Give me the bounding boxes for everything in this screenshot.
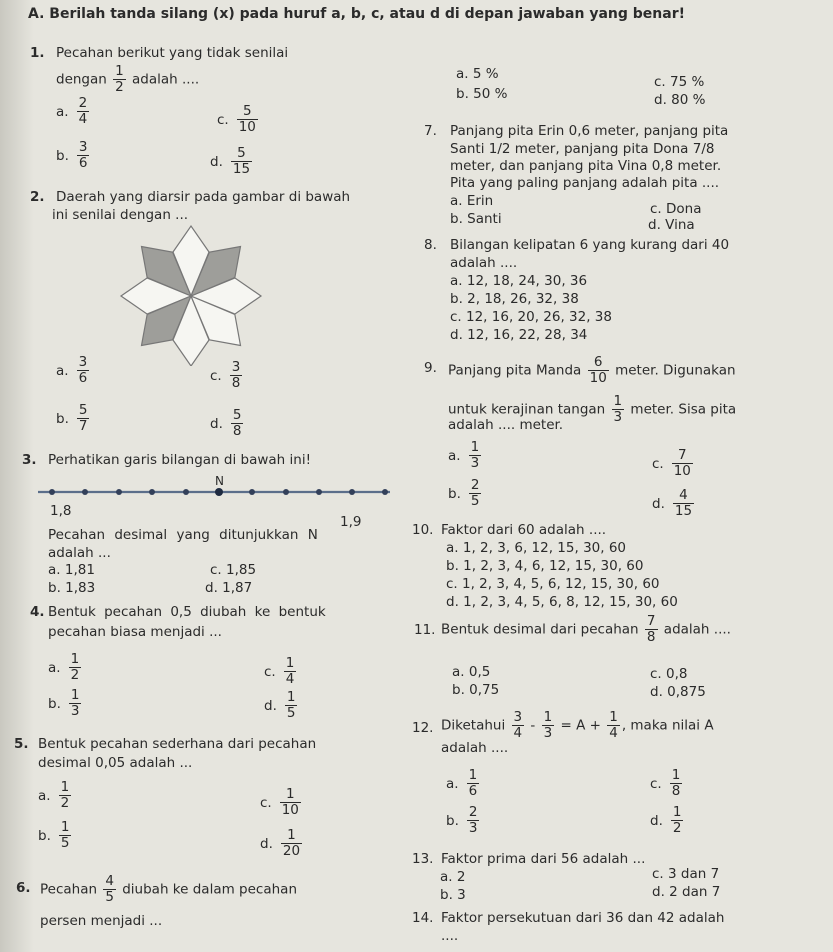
q7-text-line4: Pita yang paling panjang adalah pita .... xyxy=(450,175,720,191)
q3-option-c[interactable]: c. 1,85 xyxy=(210,562,257,578)
q5-option-b[interactable]: b. $\frac{1}{5}$ xyxy=(38,819,70,851)
q13-option-d[interactable]: d. 2 dan 7 xyxy=(652,884,721,900)
number-line xyxy=(36,484,392,500)
q5-text-line2: desimal 0,05 adalah ... xyxy=(38,755,193,771)
q1-option-b[interactable]: b. $\frac{3}{6}$ xyxy=(56,139,88,171)
q10-option-c[interactable]: c. 1, 2, 3, 4, 5, 6, 12, 15, 30, 60 xyxy=(446,576,660,592)
number-line-point-label: N xyxy=(215,474,224,488)
q12-text-line2: adalah .... xyxy=(441,740,509,756)
q11-option-a[interactable]: a. 0,5 xyxy=(452,664,491,680)
q9-option-b[interactable]: b. $\frac{2}{5}$ xyxy=(448,477,480,509)
q12-option-a[interactable]: a. $\frac{1}{6}$ xyxy=(446,767,478,799)
q9-text-line2: untuk kerajinan tangan $\frac{1}{3}$ meter. Sisa pita xyxy=(448,393,737,425)
q9-text-line3: adalah .... meter. xyxy=(448,417,564,433)
star-figure xyxy=(118,223,268,366)
q7-option-d[interactable]: d. Vina xyxy=(648,217,695,233)
q6-option-c[interactable]: c. 75 % xyxy=(654,74,705,90)
q10-option-a[interactable]: a. 1, 2, 3, 6, 12, 15, 30, 60 xyxy=(446,540,627,556)
q3-text-line3: adalah ... xyxy=(48,545,111,561)
q8-option-c[interactable]: c. 12, 16, 20, 26, 32, 38 xyxy=(450,309,612,325)
q3-option-a[interactable]: a. 1,81 xyxy=(48,562,95,578)
q12-number: 12. xyxy=(412,720,434,736)
q4-number: 4. xyxy=(30,604,45,620)
q8-text-line1: Bilangan kelipatan 6 yang kurang dari 40 xyxy=(450,237,730,253)
q6-text-line2: persen menjadi ... xyxy=(40,913,163,929)
q3-option-b[interactable]: b. 1,83 xyxy=(48,580,96,596)
q9-text-line1: Panjang pita Manda $\frac{6}{10}$ meter. Digunakan xyxy=(448,354,736,386)
q3-option-d[interactable]: d. 1,87 xyxy=(205,580,253,596)
q4-option-a[interactable]: a. $\frac{1}{2}$ xyxy=(48,651,80,683)
q2-option-d[interactable]: d. $\frac{5}{8}$ xyxy=(210,407,242,439)
q14-number: 14. xyxy=(412,910,434,926)
q11-option-b[interactable]: b. 0,75 xyxy=(452,682,500,698)
instruction-heading: A. Berilah tanda silang (x) pada huruf a, b, c, atau d di depan jawaban yang benar! xyxy=(28,6,685,22)
q1-number: 1. xyxy=(30,45,45,61)
q2-text-line1: Daerah yang diarsir pada gambar di bawah xyxy=(56,189,351,205)
q13-option-c[interactable]: c. 3 dan 7 xyxy=(652,866,720,882)
q4-option-b[interactable]: b. $\frac{1}{3}$ xyxy=(48,687,80,719)
q11-text-line1: Bentuk desimal dari pecahan $\frac{7}{8}$ adalah .... xyxy=(441,613,731,645)
q9-number: 9. xyxy=(424,360,437,376)
q6-option-a[interactable]: a. 5 % xyxy=(456,66,499,82)
q8-option-a[interactable]: a. 12, 18, 24, 30, 36 xyxy=(450,273,588,289)
q13-text-line1: Faktor prima dari 56 adalah ... xyxy=(441,851,646,867)
number-line-left-label: 1,8 xyxy=(50,503,72,519)
q4-text-line2: pecahan biasa menjadi ... xyxy=(48,624,222,640)
q10-text-line1: Faktor dari 60 adalah .... xyxy=(441,522,607,538)
q5-text-line1: Bentuk pecahan sederhana dari pecahan xyxy=(38,736,317,752)
q8-option-b[interactable]: b. 2, 18, 26, 32, 38 xyxy=(450,291,579,307)
q7-text-line3: meter, dan panjang pita Vina 0,8 meter. xyxy=(450,158,722,174)
q4-option-c[interactable]: c. $\frac{1}{4}$ xyxy=(264,655,295,687)
q1-option-a[interactable]: a. $\frac{2}{4}$ xyxy=(56,95,88,127)
q10-number: 10. xyxy=(412,522,434,538)
q12-text-line1: Diketahui $\frac{3}{4}$ - $\frac{1}{3}$ = A + $\frac{1}{4}$ , maka nilai A xyxy=(441,709,714,741)
q5-option-a[interactable]: a. $\frac{1}{2}$ xyxy=(38,779,70,811)
q7-option-c[interactable]: c. Dona xyxy=(650,201,702,217)
q6-fraction: $\frac{4}{5}$ xyxy=(105,873,114,905)
q3-text-line1: Perhatikan garis bilangan di bawah ini! xyxy=(48,452,311,468)
q1-text-line1: Pecahan berikut yang tidak senilai xyxy=(56,45,289,61)
q14-text-line1: Faktor persekutuan dari 36 dan 42 adalah xyxy=(441,910,725,926)
q13-number: 13. xyxy=(412,851,434,867)
q11-number: 11. xyxy=(414,622,436,638)
q1-option-d[interactable]: d. $\frac{5}{15}$ xyxy=(210,145,251,177)
q7-text-line2: Santi 1/2 meter, panjang pita Dona 7/8 xyxy=(450,141,715,157)
q6-text-line1: Pecahan $\frac{4}{5}$ diubah ke dalam pecahan xyxy=(40,873,297,905)
q6-number: 6. xyxy=(16,880,31,896)
q12-option-c[interactable]: c. $\frac{1}{8}$ xyxy=(650,767,681,799)
q6-option-d[interactable]: d. 80 % xyxy=(654,92,706,108)
q7-number: 7. xyxy=(424,123,437,139)
q9-option-d[interactable]: d. $\frac{4}{15}$ xyxy=(652,487,693,519)
q10-option-b[interactable]: b. 1, 2, 3, 4, 6, 12, 15, 30, 60 xyxy=(446,558,644,574)
q4-text-line1: Bentuk pecahan 0,5 diubah ke bentuk xyxy=(48,604,326,620)
q8-number: 8. xyxy=(424,237,437,253)
q8-text-line2: adalah .... xyxy=(450,255,518,271)
q9-option-a[interactable]: a. $\frac{1}{3}$ xyxy=(448,439,480,471)
q7-option-a[interactable]: a. Erin xyxy=(450,193,494,209)
q5-number: 5. xyxy=(14,736,29,752)
q6-option-b[interactable]: b. 50 % xyxy=(456,86,508,102)
q12-option-b[interactable]: b. $\frac{2}{3}$ xyxy=(446,804,478,836)
q2-option-c[interactable]: c. $\frac{3}{8}$ xyxy=(210,359,241,391)
q8-option-d[interactable]: d. 12, 16, 22, 28, 34 xyxy=(450,327,588,343)
q11-option-d[interactable]: d. 0,875 xyxy=(650,684,706,700)
q1-option-c[interactable]: c. $\frac{5}{10}$ xyxy=(217,103,256,135)
q10-option-d[interactable]: d. 1, 2, 3, 4, 5, 6, 8, 12, 15, 30, 60 xyxy=(446,594,678,610)
q13-option-b[interactable]: b. 3 xyxy=(440,887,466,903)
q1-fraction-half: $\frac{1}{2}$ xyxy=(115,63,124,95)
q5-option-c[interactable]: c. $\frac{1}{10}$ xyxy=(260,786,299,818)
q13-option-a[interactable]: a. 2 xyxy=(440,869,466,885)
q7-option-b[interactable]: b. Santi xyxy=(450,211,502,227)
number-line-right-label: 1,9 xyxy=(340,514,362,530)
q2-option-a[interactable]: a. $\frac{3}{6}$ xyxy=(56,354,88,386)
q5-option-d[interactable]: d. $\frac{1}{20}$ xyxy=(260,827,301,859)
q14-text-line2: .... xyxy=(441,928,459,944)
page-edge-shadow xyxy=(0,0,34,952)
q3-number: 3. xyxy=(22,452,37,468)
q2-number: 2. xyxy=(30,189,45,205)
q2-option-b[interactable]: b. $\frac{5}{7}$ xyxy=(56,402,88,434)
q12-option-d[interactable]: d. $\frac{1}{2}$ xyxy=(650,804,682,836)
q4-option-d[interactable]: d. $\frac{1}{5}$ xyxy=(264,689,296,721)
q9-option-c[interactable]: c. $\frac{7}{10}$ xyxy=(652,447,691,479)
q1-text-line2: dengan $\frac{1}{2}$ adalah .... xyxy=(56,63,200,95)
q7-text-line1: Panjang pita Erin 0,6 meter, panjang pita xyxy=(450,123,729,139)
q11-option-c[interactable]: c. 0,8 xyxy=(650,666,688,682)
q3-text-line2: Pecahan desimal yang ditunjukkan N xyxy=(48,527,318,543)
q2-text-line2: ini senilai dengan ... xyxy=(52,207,189,223)
